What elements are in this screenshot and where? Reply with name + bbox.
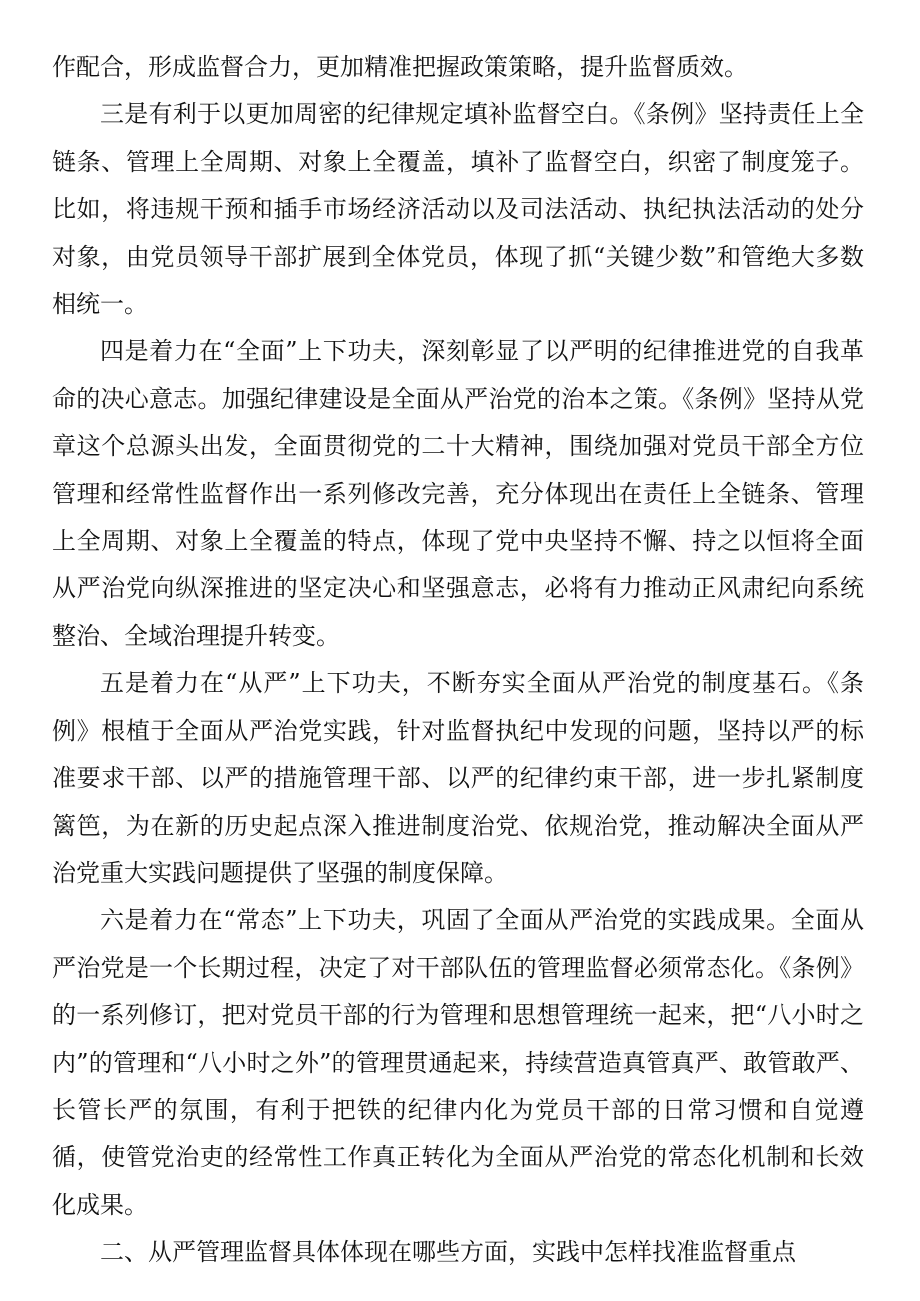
paragraph-point-six: 六是着力在“常态”上下功夫，巩固了全面从严治党的实践成果。全面从严治党是一个长期过程，决定了对干部队伍的管理监督必须常态化。《条例》的一系列修订，把对党员干部的行为管理和思想管理统一起来，把“八小时之内”的管理和“八小时之外”的管理贯通起来，持续营造真管真严、敢管敢严、长管长严的氛围，有利于把铁的纪律内化为党员干部的日常习惯和自觉遵循，使管党治吏的经常性工作真正转化为全面从严治党的常态化机制和长效化成果。 bbox=[52, 906, 864, 1219]
paragraph-point-four: 四是着力在“全面”上下功夫，深刻彰显了以严明的纪律推进党的自我革命的决心意志。加强纪律建设是全面从严治党的治本之策。《条例》坚持从党章这个总源头出发，全面贯彻党的二十大精神，围绕加强对党员干部全方位管理和经常性监督作出一系列修改完善，充分体现出在责任上全链条、管理上全周期、对象上全覆盖的特点，体现了党中央坚持不懈、持之以恒将全面从严治党向纵深推进的坚定决心和坚强意志，必将有力推动正风肃纪向系统整治、全域治理提升转变。 bbox=[52, 337, 864, 650]
paragraph-point-five: 五是着力在“从严”上下功夫，不断夯实全面从严治党的制度基石。《条例》根植于全面从严治党实践，针对监督执纪中发现的问题，坚持以严的标准要求干部、以严的措施管理干部、以严的纪律约束干部，进一步扎紧制度篱笆，为在新的历史起点深入推进制度治党、依规治党，推动解决全面从严治党重大实践问题提供了坚强的制度保障。 bbox=[52, 669, 864, 887]
paragraph-continuation: 作配合，形成监督合力，更加精准把握政策策略，提升监督质效。 bbox=[52, 53, 748, 81]
document-body bbox=[52, 44, 864, 1277]
section-heading: 二、从严管理监督具体体现在哪些方面，实践中怎样找准监督重点 bbox=[100, 1238, 796, 1267]
paragraph-point-three: 三是有利于以更加周密的纪律规定填补监督空白。《条例》坚持责任上全链条、管理上全周期、对象上全覆盖，填补了监督空白，织密了制度笼子。比如，将违规干预和插手市场经济活动以及司法活动、执纪执法活动的处分对象，由党员领导干部扩展到全体党员，体现了抓“关键少数”和管绝大多数相统一。 bbox=[52, 100, 864, 319]
